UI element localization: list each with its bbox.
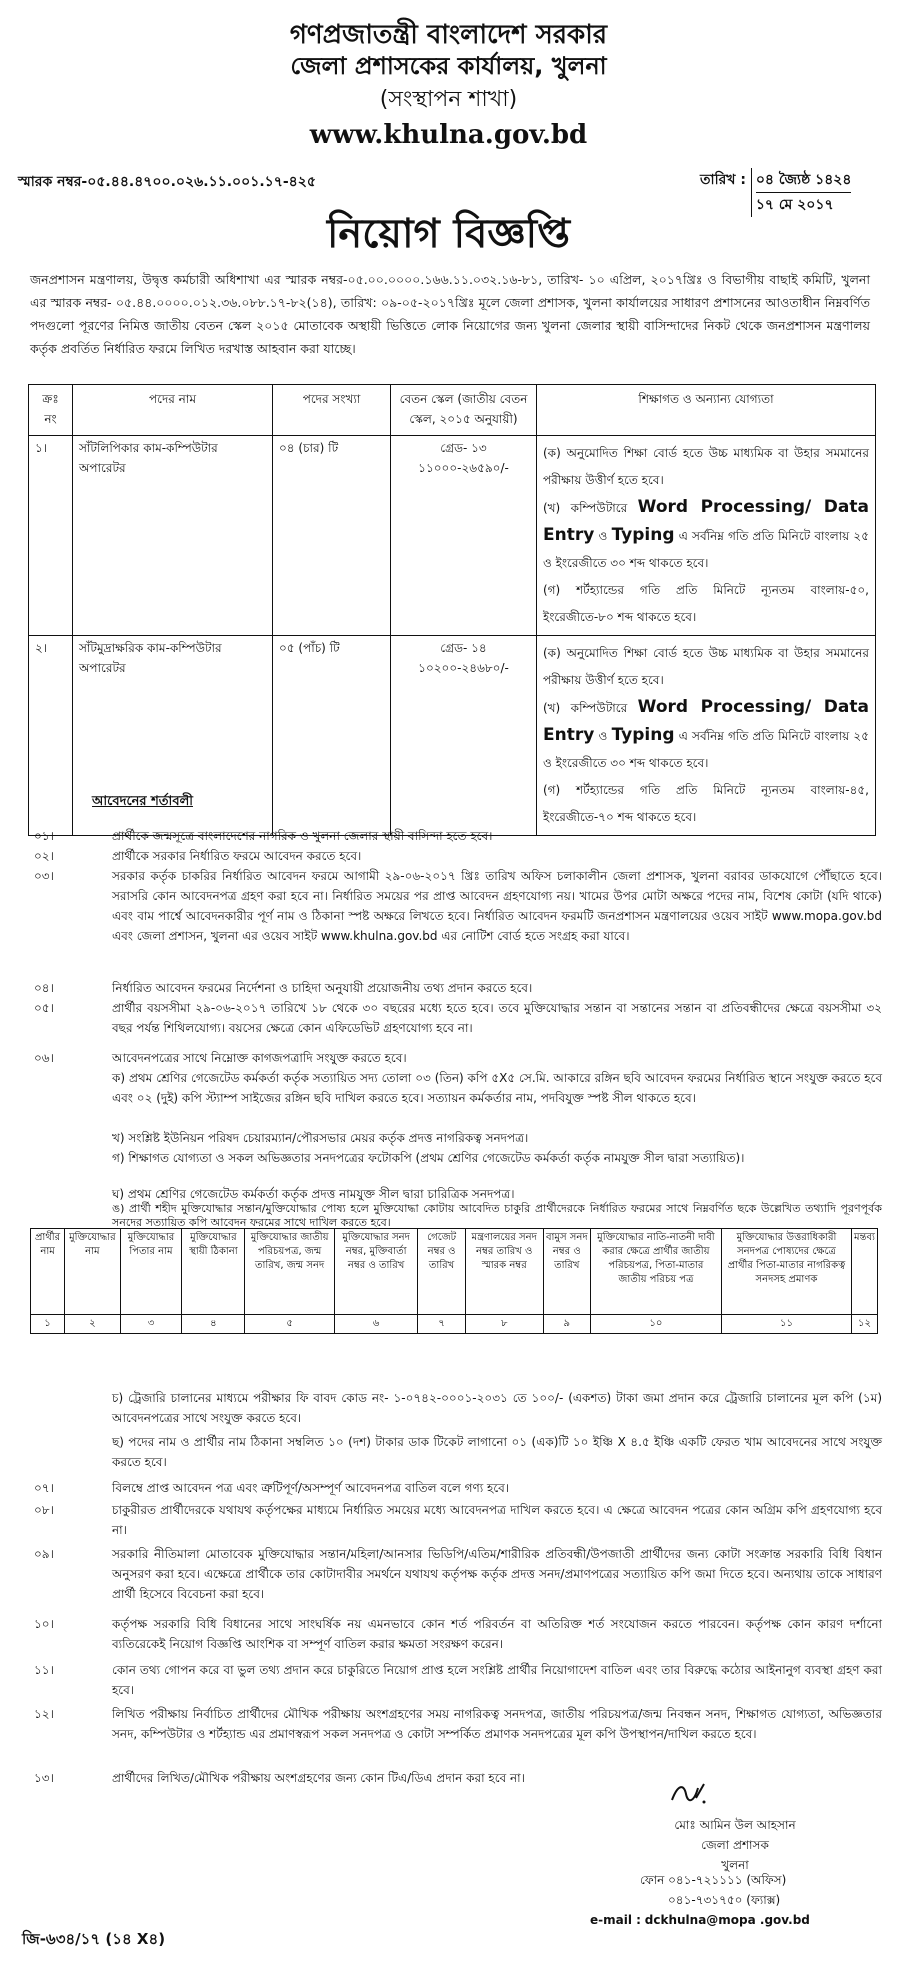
header-website: www.khulna.gov.bd xyxy=(309,120,588,150)
contact-block xyxy=(520,1870,880,1930)
ff-index: ১১ xyxy=(721,1315,851,1334)
freedom-fighter-table xyxy=(30,1228,878,1334)
row-qualification xyxy=(537,436,876,636)
ff-index: ১ xyxy=(31,1315,65,1334)
posts-table-header xyxy=(29,385,876,436)
row-post-name: সাঁটলিপিকার কাম-কম্পিউটার অপারেটর xyxy=(73,436,273,636)
row-serial: ১। xyxy=(29,436,73,636)
condition-number: ০৪। xyxy=(34,981,54,995)
qual-b xyxy=(543,494,869,577)
condition-number: ০১। xyxy=(34,829,54,843)
condition-item xyxy=(20,846,870,866)
sub-item-text: চ) ট্রেজারি চালানের মাধ্যমে পরীক্ষার ফি বাবদ কোড নং- ১-০৭৪২-০০০১-২০৩১ তে ১০০/- (একশত) টাকা জমা প্রদান করে ট্রেজারি চালানের মূল কপি (১ম) আবেদনপত্রের সাথে সংযুক্ত করতে হবে। xyxy=(112,1391,882,1425)
row-scale: ১০২০০-২৪৬৮০/- xyxy=(418,661,509,675)
ff-col-11: মুক্তিযোদ্ধার উত্তরাধিকারী সনদপত্র পোষ্যদের ক্ষেত্রে প্রার্থীর পিতা-মাতার নাগরিকত্ব সনদসহ প্রমাণক xyxy=(721,1229,851,1315)
condition-text: সরকার কর্তৃক চাকরির নির্ধারিত আবেদন ফরমে আগামী ২৯-০৬-২০১৭ খ্রিঃ তারিখ অফিস চলাকালীন জেলা প্রশাসক, খুলনা বরাবর ডাকযোগে পৌঁছাতে হবে। সরাসরি কোন আবেদনপত্র গ্রহণ করা হবে না। নির্ধারিত সময়ের পর প্রাপ্ত আবেদন গ্রহণযোগ্য নয়। খামের উপর মোটা অক্ষরে পদের নাম, বিশেষ কোটা (যদি থাকে) এবং বাম পার্শ্বে আবেদনকারীর পূর্ণ নাম ও ঠিকানা স্পষ্ট অক্ষরে লিখতে হবে। নির্ধারিত আবেদন ফরমটি জনপ্রশাসন মন্ত্রণালয়ের ওয়েব সাইট www.mopa.gov.bd এবং জেলা প্রশাসন, খুলনা এর ওয়েব সাইট www.khulna.gov.bd এর নোটিশ বোর্ড হতে সংগ্রহ করা যাবে। xyxy=(112,869,882,943)
condition-number: ০৮। xyxy=(34,1503,54,1517)
row-pay-scale xyxy=(391,436,537,636)
condition-number: ০৫। xyxy=(34,1001,54,1015)
sub-item xyxy=(20,1068,883,1128)
condition-item xyxy=(20,1660,882,1700)
sub-item-text: গ) শিক্ষাগত যোগ্যতা ও সকল অভিজ্ঞতার সনদপত্রের ফটোকপি (প্রথম শ্রেণির গেজেটেড কর্মকর্তা কর্তৃক নামযুক্ত সীল দ্বারা সত্যায়িত)। xyxy=(112,1151,745,1165)
qual-c: (গ) শর্টহ্যান্ডের গতি প্রতি মিনিটে ন্যূনতম বাংলায়-৪৫, ইংরেজীতে-৭০ শব্দ থাকতে হবে। xyxy=(543,783,869,824)
col-post-name: পদের নাম xyxy=(73,385,273,436)
ff-index: ৭ xyxy=(418,1315,465,1334)
condition-number: ০৬। xyxy=(34,1051,54,1065)
condition-text: কর্তৃপক্ষ সরকারি বিধি বিধানের সাথে সাংঘর্ষিক নয় এমনভাবে কোন শর্ত পরিবর্তন বা অতিরিক্ত শর্ত সংযোজন করতে পারবেন। কর্তৃপক্ষ কোন কারণ দর্শানো ব্যতিরেকেই নিয়োগ বিজ্ঞপ্তি আংশিক বা সম্পূর্ণ বাতিল করার ক্ষমতা সংরক্ষণ করেন। xyxy=(112,1617,882,1651)
contact-email-label: e-mail : xyxy=(590,1913,641,1927)
condition-item xyxy=(20,998,882,1038)
condition-text: নির্ধারিত আবেদন ফরমের নির্দেশনা ও চাহিদা অনুযায়ী প্রয়োজনীয় তথ্য প্রদান করতে হবে। xyxy=(112,981,533,995)
ff-index: ৮ xyxy=(465,1315,543,1334)
signatory-name: মোঃ আমিন উল আহসান xyxy=(674,1818,796,1832)
ff-col-3: মুক্তিযোদ্ধার পিতার নাম xyxy=(120,1229,182,1315)
header-office: জেলা প্রশাসকের কার্যালয়, খুলনা xyxy=(290,52,607,80)
condition-number: ০২। xyxy=(34,849,54,863)
contact-phone: ফোন ০৪১-৭২১১১১ (অফিস) xyxy=(640,1873,787,1887)
table-row xyxy=(29,436,876,636)
qual-b xyxy=(543,694,869,777)
condition-item xyxy=(20,1544,882,1604)
sub-item xyxy=(20,1388,882,1428)
ff-index: ১০ xyxy=(590,1315,721,1334)
header-government: গণপ্রজাতন্ত্রী বাংলাদেশ সরকার xyxy=(289,20,608,50)
row-qualification xyxy=(537,636,876,836)
qual-b-typing: Typing xyxy=(611,725,675,745)
ff-col-5: মুক্তিযোদ্ধার জাতীয় পরিচয়পত্র, জন্ম তারিখ, জন্ম সনদ xyxy=(245,1229,334,1315)
qual-a: (ক) অনুমোদিত শিক্ষা বোর্ড হতে উচ্চ মাধ্যমিক বা উহার সমমানের পরীক্ষায় উত্তীর্ণ হতে হবে। xyxy=(543,646,869,687)
signature-mark xyxy=(668,1780,708,1812)
ff-table-index-row xyxy=(31,1315,878,1334)
sub-item xyxy=(20,1432,882,1472)
date-label: তারিখ : xyxy=(700,172,746,188)
condition-text: কোন তথ্য গোপন করে বা ভুল তথ্য প্রদান করে চাকুরিতে নিয়োগ প্রাপ্ত হলে সংশ্লিষ্ট প্রার্থীর নিয়োগাদেশ বাতিল এবং তার বিরুদ্ধে কঠোর আইনানুগ ব্যবস্থা গ্রহণ করা হবে। xyxy=(112,1663,882,1697)
condition-text: প্রার্থীকে সরকার নির্ধারিত ফরমে আবেদন করতে হবে। xyxy=(112,849,362,863)
row-grade: গ্রেড- ১৩ xyxy=(440,441,487,455)
condition-text: প্রার্থীদের লিখিত/মৌখিক পরীক্ষায় অংশগ্রহণের জন্য কোন টিএ/ডিএ প্রদান করা হবে না। xyxy=(112,1771,525,1785)
sub-item-text: ঘ) প্রথম শ্রেণির গেজেটেড কর্মকর্তা কর্তৃক প্রদত্ত নামযুক্ত সীল দ্বারা চারিত্রিক সনদপত্র। xyxy=(112,1187,515,1201)
ff-index: ৬ xyxy=(334,1315,418,1334)
ff-col-2: মুক্তিযোদ্ধার নাম xyxy=(65,1229,120,1315)
col-qualification: শিক্ষাগত ও অন্যান্য যোগ্যতা xyxy=(537,385,876,436)
condition-text: প্রার্থীর বয়সসীমা ২৯-০৬-২০১৭ তারিখে ১৮ থেকে ৩০ বছরের মধ্যে হতে হবে। তবে মুক্তিযোদ্ধার সন্তান বা সন্তানের সন্তান বা প্রতিবন্ধীদের ক্ষেত্রে বয়সসীমা ৩২ বছর পর্যন্ত শিথিলযোগ্য। বয়সের ক্ষেত্রে কোন এফিডেভিট গ্রহণযোগ্য হবে না। xyxy=(112,1001,882,1035)
posts-table xyxy=(28,384,876,836)
header-branch: (সংস্থাপন শাখা) xyxy=(379,87,518,112)
col-pay-scale: বেতন স্কেল (জাতীয় বেতন স্কেল, ২০১৫ অনুযায়ী) xyxy=(391,385,537,436)
condition-item xyxy=(20,1500,882,1540)
col-serial: ক্রঃ নং xyxy=(29,385,73,436)
condition-item xyxy=(20,1704,882,1764)
condition-number: ০৭। xyxy=(34,1481,54,1495)
ff-col-12: মন্তব্য xyxy=(851,1229,877,1315)
row-serial: ২। xyxy=(29,636,73,836)
intro-paragraph: জনপ্রশাসন মন্ত্রণালয়, উদ্বৃত্ত কর্মচারী অধিশাখা এর স্মারক নম্বর-০৫.০০.০০০০.১৬৬.১১.০৩২.১৬-৮১, তারিখ- ১০ এপ্রিল, ২০১৭খ্রিঃ ও বিভাগীয় বাছাই কমিটি, খুলনা এর স্মারক নম্বর- ০৫.৪৪.০০০০.০১২.৩৬.০৮৮.১৭-৮২(১৪), তারিখ: ০৯-০৫-২০১৭খ্রিঃ মূলে জেলা প্রশাসক, খুলনা কার্যালয়ের সাধারণ প্রশাসনের আওতাধীন নিম্নবর্ণিত পদগুলো পূরণের নিমিত্ত জাতীয় বেতন স্কেল ২০১৫ মোতাবেক অস্থায়ী ভিত্তিতে লোক নিয়োগের জন্য খুলনা জেলার স্থায়ী বাসিন্দাদের নিকট থেকে জনপ্রশাসন মন্ত্রণালয় কর্তৃক প্রবর্তিত নির্ধারিত ফরমে লিখিত দরখাস্ত আহবান করা যাচ্ছে। xyxy=(30,272,870,356)
sub-item-text: ছ) পদের নাম ও প্রার্থীর নাম ঠিকানা সম্বলিত ১০ (দশ) টাকার ডাক টিকেট লাগানো ০১ (এক)টি ১০ ইঞ্চি X ৪.৫ ইঞ্চি একটি ফেরত খাম আবেদনের সাথে সংযুক্ত করতে হবে। xyxy=(112,1435,882,1469)
qual-b-typing: Typing xyxy=(611,525,675,545)
contact-email-row xyxy=(520,1910,880,1930)
ff-index: ৩ xyxy=(120,1315,182,1334)
qual-a: (ক) অনুমোদিত শিক্ষা বোর্ড হতে উচ্চ মাধ্যমিক বা উহার সমমানের পরীক্ষায় উত্তীর্ণ হতে হবে। xyxy=(543,446,869,487)
sub-item-text: ঙ) প্রার্থী শহীদ মুক্তিযোদ্ধার সন্তান/মুক্তিযোদ্ধার পোষ্য হলে মুক্তিযোদ্ধা কোটায় আবেদিত চাকুরি প্রার্থীদেরকে নির্ধারিত ফরমের সাথে নিম্নবর্ণিত ছকে উল্লেখিত তথ্যাদি পূরণপূর্বক সনদের সত্যায়িত কপি আবেদন ফরমের সাথে দাখিল করতে হবে। xyxy=(112,1202,882,1229)
condition-text: লিখিত পরীক্ষায় নির্বাচিত প্রার্থীদের মৌখিক পরীক্ষায় অংশগ্রহণের সময় নাগরিকত্ব সনদপত্র, জাতীয় পরিচয়পত্র/জন্ম নিবন্ধন সনদ, শিক্ষাগত যোগ্যতা, অভিজ্ঞতার সনদ, কম্পিউটার ও শর্টহ্যান্ড এর প্রমাণস্বরূপ সকল সনদপত্র ও কোটা সম্পর্কিত প্রমাণক সনদপত্রের মূল কপি উপস্থাপন/দাখিল করতে হবে। xyxy=(112,1707,882,1741)
sub-item xyxy=(20,1148,870,1188)
col-post-count: পদের সংখ্যা xyxy=(273,385,391,436)
condition-number: ১২। xyxy=(34,1707,54,1721)
qual-b-word-processing: Word Processing/ Data Entry xyxy=(543,497,869,545)
conditions-heading: আবেদনের শর্তাবলী xyxy=(92,794,193,809)
ff-col-9: বামুস সনদ নম্বর ও তারিখ xyxy=(543,1229,590,1315)
sub-item-text: ক) প্রথম শ্রেণির গেজেটেড কর্মকর্তা কর্তৃক সত্যায়িত সদ্য তোলা ০৩ (তিন) কপি ৫X৫ সে.মি. আকারে রঙ্গিন ছবি আবেদন ফরমের নির্ধারিত স্থানে সংযুক্ত করতে হবে এবং ০২ (দুই) কপি স্ট্যাম্প সাইজের রঙ্গিন ছবি দাখিল করতে হবে। সত্যায়ন কর্মকর্তার নাম, পদবিযুক্ত স্পষ্ট সীল থাকতে হবে। xyxy=(112,1071,883,1105)
condition-item xyxy=(20,826,870,846)
ff-col-8: মন্ত্রণালয়ের সনদ নম্বর তারিখ ও স্মারক নম্বর xyxy=(465,1229,543,1315)
row-scale: ১১০০০-২৬৫৯০/- xyxy=(418,461,509,475)
condition-number: ১৩। xyxy=(34,1771,54,1785)
condition-number: ১০। xyxy=(34,1617,54,1631)
sub-item xyxy=(20,1184,870,1204)
memo-number: স্মারক নম্বর-০৫.৪৪.৪৭০০.০২৬.১১.০০১.১৭-৪২৫ xyxy=(18,174,316,190)
ff-index: ২ xyxy=(65,1315,120,1334)
ff-col-4: মুক্তিযোদ্ধার স্থায়ী ঠিকানা xyxy=(182,1229,245,1315)
ff-col-10: মুক্তিযোদ্ধার নাতি-নাতনী দাবী করার ক্ষেত্রে প্রার্থীর জাতীয় পরিচয়পত্র, পিতা-মাতার জাতীয় পরিচয় পত্র xyxy=(590,1229,721,1315)
sub-item-text: খ) সংশ্লিষ্ট ইউনিয়ন পরিষদ চেয়ারম্যান/পৌরসভার মেয়র কর্তৃক প্রদত্ত নাগরিকত্ব সনদপত্র। xyxy=(112,1131,529,1145)
ff-index: ৯ xyxy=(543,1315,590,1334)
condition-text: বিলম্বে প্রাপ্ত আবেদন পত্র এবং ত্রুটিপূর্ণ/অসম্পূর্ণ আবেদনপত্র বাতিল বলে গণ্য হবে। xyxy=(112,1481,510,1495)
row-post-count: ০৫ (পাঁচ) টি xyxy=(273,636,391,836)
condition-number: ১১। xyxy=(34,1663,54,1677)
qual-b-and: ও xyxy=(598,729,608,743)
contact-email: dckhulna@mopa .gov.bd xyxy=(644,1913,810,1927)
row-pay-scale xyxy=(391,636,537,836)
row-post-name: সাঁটমুদ্রাক্ষরিক কাম-কম্পিউটার অপারেটর xyxy=(73,636,273,836)
qual-b-word-processing: Word Processing/ Data Entry xyxy=(543,697,869,745)
ff-index: ১২ xyxy=(851,1315,877,1334)
date-bangla: ০৪ জ্যৈষ্ঠ ১৪২৪ xyxy=(755,172,852,188)
condition-item xyxy=(20,1478,870,1498)
signature-block xyxy=(620,1815,850,1875)
qual-b-prefix: (খ) কম্পিউটারে xyxy=(543,701,628,715)
signatory-designation: জেলা প্রশাসক xyxy=(701,1838,769,1852)
condition-number: ০৯। xyxy=(34,1547,54,1561)
condition-item xyxy=(20,1048,870,1068)
condition-text: প্রার্থীকে জন্মসূত্রে বাংলাদেশের নাগরিক ও খুলনা জেলার স্থায়ী বাসিন্দা হতে হবে। xyxy=(112,829,493,843)
sub-item xyxy=(20,1128,870,1148)
row-grade: গ্রেড- ১৪ xyxy=(440,641,487,655)
qual-c: (গ) শর্টহ্যান্ডের গতি প্রতি মিনিটে ন্যূনতম বাংলায়-৫০, ইংরেজীতে-৮০ শব্দ থাকতে হবে। xyxy=(543,583,869,624)
ff-col-7: গেজেট নম্বর ও তারিখ xyxy=(418,1229,465,1315)
condition-item xyxy=(20,1768,870,1788)
signatory-place: খুলনা xyxy=(721,1858,749,1872)
condition-item xyxy=(20,978,870,998)
print-code: জি-৬৩৪/১৭ (১৪ X৪) xyxy=(22,1930,166,1948)
qual-b-speed: এ সর্বনিম্ন গতি প্রতি মিনিটে বাংলায় ২৫ ও ইংরেজীতে ৩০ শব্দ থাকতে হবে। xyxy=(543,729,869,770)
ff-index: ৪ xyxy=(182,1315,245,1334)
condition-item xyxy=(20,866,882,976)
condition-number: ০৩। xyxy=(34,869,54,883)
qual-b-speed: এ সর্বনিম্ন গতি প্রতি মিনিটে বাংলায় ২৫ ও ইংরেজীতে ৩০ শব্দ থাকতে হবে। xyxy=(543,529,869,570)
ff-index: ৫ xyxy=(245,1315,334,1334)
qual-b-prefix: (খ) কম্পিউটারে xyxy=(543,501,628,515)
contact-fax: ০৪১-৭৩১৭৫০ (ফ্যাক্স) xyxy=(668,1893,781,1907)
qual-b-and: ও xyxy=(598,529,608,543)
ff-table-header xyxy=(31,1229,878,1315)
condition-text: চাকুরীরত প্রার্থীদেরকে যথাযথ কর্তৃপক্ষের মাধ্যমে নির্ধারিত সময়ের মধ্যে আবেদনপত্র দাখিল করতে হবে। এ ক্ষেত্রে আবেদন পত্রের কোন অগ্রিম কপি গ্রহণযোগ্য হবে না। xyxy=(112,1503,882,1537)
row-post-count: ০৪ (চার) টি xyxy=(273,436,391,636)
condition-text: সরকারি নীতিমালা মোতাবেক মুক্তিযোদ্ধার সন্তান/মহিলা/আনসার ভিডিপি/এতিম/শারীরিক প্রতিবন্ধী/উপজাতী প্রার্থীদের জন্য কোটা সংক্রান্ত সরকারি বিধি বিধান অনুসরণ করা হবে। এক্ষেত্রে প্রার্থীকে তার কোটাদাবীর সমর্থনে যথাযথ কর্তৃপক্ষ কর্তৃক প্রদত্ত সনদ/প্রমাণপত্রের সত্যায়িত কপি জমা দিতে হবে। অন্যথায় তাকে সাধারণ প্রার্থী হিসেবে বিবেচনা করা হবে। xyxy=(112,1547,882,1601)
notice-title: নিয়োগ বিজ্ঞপ্তি xyxy=(326,211,570,257)
ff-col-1: প্রার্থীর নাম xyxy=(31,1229,65,1315)
ff-col-6: মুক্তিযোদ্ধার সনদ নম্বর, মুক্তিবার্তা নম্বর ও তারিখ xyxy=(334,1229,418,1315)
date-english: ১৭ মে ২০১৭ xyxy=(756,192,852,217)
condition-item xyxy=(20,1614,882,1654)
condition-text: আবেদনপত্রের সাথে নিম্নোক্ত কাগজপত্রাদি সংযুক্ত করতে হবে। xyxy=(112,1051,407,1065)
signature-scribble-icon xyxy=(668,1780,708,1806)
